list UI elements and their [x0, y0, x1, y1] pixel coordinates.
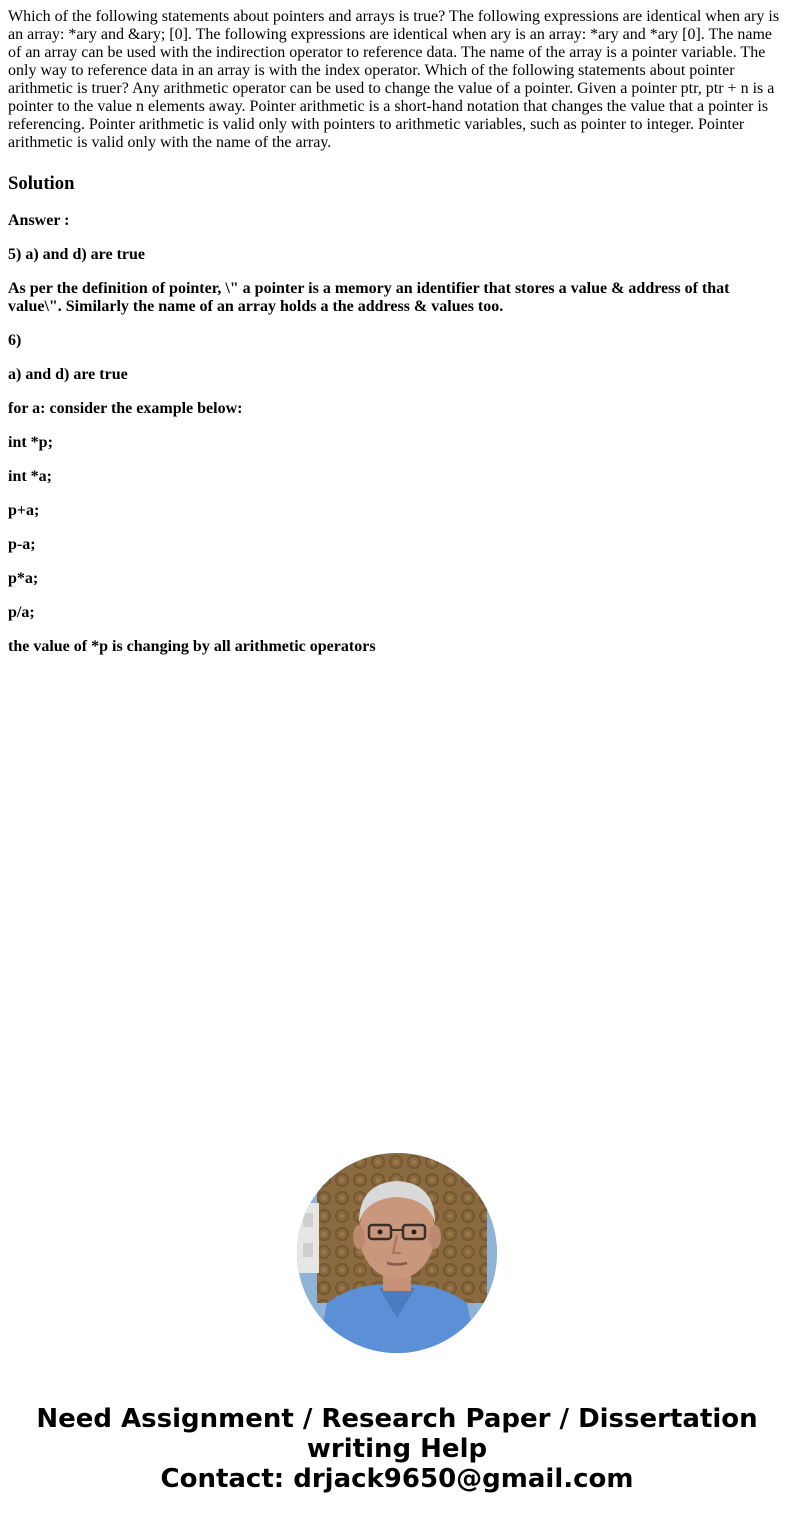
- tutor-portrait-image: [297, 1153, 497, 1353]
- code-line: int *p;: [8, 434, 53, 451]
- solution-example-intro: for a: consider the example below:: [8, 400, 243, 417]
- tutor-avatar: [297, 1153, 497, 1353]
- code-line: p*a;: [8, 570, 39, 587]
- promo-banner: [0, 1404, 794, 1494]
- solution-conclusion: the value of *p is changing by all arithmetic operators: [8, 638, 376, 655]
- promo-line-2: writing Help: [306, 1434, 488, 1464]
- question-text: Which of the following statements about pointers and arrays is true? The following expressions are identical when ary is an array: *ary and &ary; [0]. The following expressions are identical when ary is an array: *ary and *ary [0]. The name of an array can be used with the indirection operator to reference data. The name of the array is a pointer variable. The only way to reference data in an array is with the index operator. Which of the following statements about pointer arithmetic is truer? Any arithmetic operator can be used to change the value of a pointer. Given a pointer ptr, ptr + n is a pointer to the value n elements away. Pointer arithmetic is a short-hand notation that changes the value that a pointer is referencing. Pointer arithmetic is valid only with pointers to arithmetic variables, such as pointer to integer. Pointer arithmetic is valid only with the name of the array.: [8, 8, 780, 151]
- solution-heading: Solution: [8, 173, 75, 194]
- document-content: [8, 8, 786, 656]
- solution-explanation: As per the definition of pointer, \" a pointer is a memory an identifier that stores a value & address of that value\". Similarly the name of an array holds a the address & values too.: [8, 280, 730, 315]
- solution-answer-6: a) and d) are true: [8, 366, 128, 383]
- code-line: p-a;: [8, 536, 36, 553]
- promo-contact: Contact: drjack9650@gmail.com: [160, 1464, 634, 1494]
- solution-question-6-label: 6): [8, 332, 22, 349]
- code-line: p+a;: [8, 502, 40, 519]
- promo-line-1: Need Assignment / Research Paper / Dissertation: [36, 1404, 758, 1434]
- solution-answer-label: Answer :: [8, 212, 70, 229]
- solution-answer-5: 5) a) and d) are true: [8, 246, 146, 263]
- code-line: p/a;: [8, 604, 35, 621]
- code-line: int *a;: [8, 468, 52, 485]
